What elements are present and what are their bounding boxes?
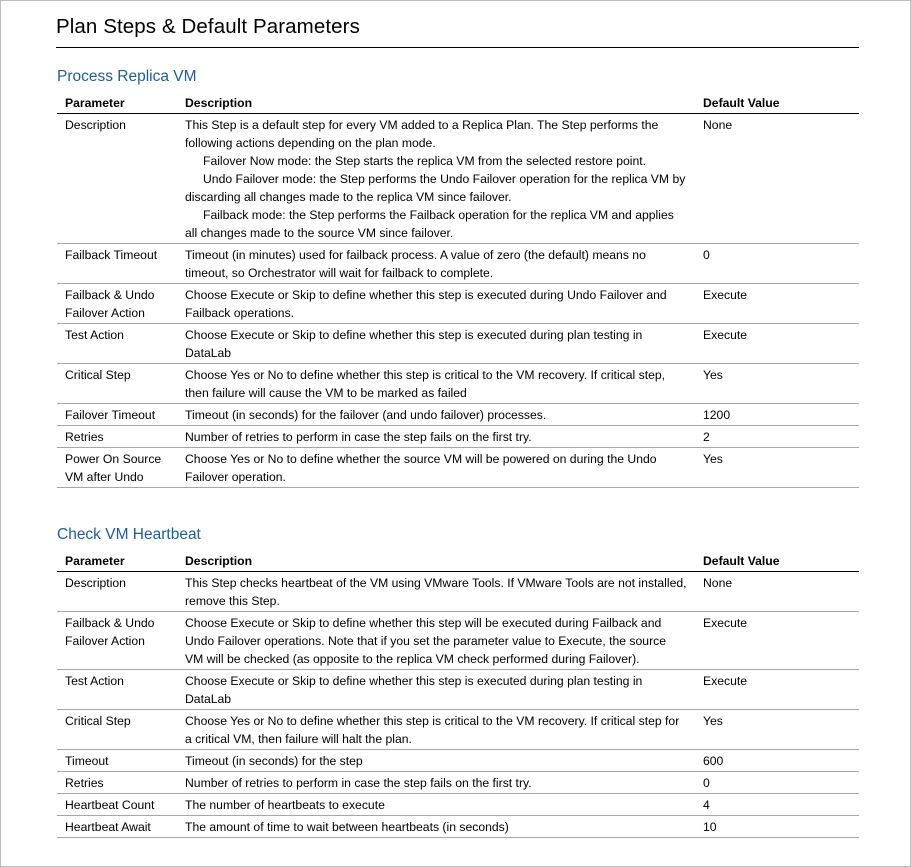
header-default-value: Default Value [695, 551, 859, 572]
param-default: 2 [695, 426, 859, 448]
page-title: Plan Steps & Default Parameters [56, 15, 360, 38]
param-description [177, 114, 695, 244]
table-row [57, 448, 859, 488]
param-name: Description [57, 114, 177, 244]
param-description: Choose Yes or No to define whether this step is critical to the VM recovery. If critical step for a critical VM, then failure will halt the plan. [177, 710, 695, 750]
param-name: Failback & Undo Failover Action [57, 284, 177, 324]
header-description: Description [177, 93, 695, 114]
param-default: 10 [695, 816, 859, 838]
param-name: Power On Source VM after Undo [57, 448, 177, 488]
param-default: 600 [695, 750, 859, 772]
table-row [57, 364, 859, 404]
table-row [57, 114, 859, 244]
header-parameter: Parameter [57, 551, 177, 572]
param-default: 0 [695, 244, 859, 284]
table-row [57, 794, 859, 816]
table-row [57, 572, 859, 612]
param-description: Timeout (in seconds) for the failover (and undo failover) processes. [177, 404, 695, 426]
section-title-process-replica-vm: Process Replica VM [57, 68, 197, 85]
param-description: Choose Execute or Skip to define whether this step is executed during Undo Failover and Failback operations. [177, 284, 695, 324]
param-name: Failback Timeout [57, 244, 177, 284]
header-default-value: Default Value [695, 93, 859, 114]
param-description-text: This Step is a default step for every VM added to a Replica Plan. The Step performs the following actions depending on the plan mode. [185, 118, 659, 150]
param-name: Failback & Undo Failover Action [57, 612, 177, 670]
param-description: Number of retries to perform in case the step fails on the first try. [177, 772, 695, 794]
param-name: Timeout [57, 750, 177, 772]
param-name: Test Action [57, 670, 177, 710]
mode-description-failover-now: Failover Now mode: the Step starts the replica VM from the selected restore point. [203, 154, 647, 168]
table-row [57, 772, 859, 794]
param-default: Execute [695, 324, 859, 364]
check-vm-heartbeat-table [57, 551, 859, 838]
table-header-row [57, 93, 859, 114]
header-description: Description [177, 551, 695, 572]
param-default: 0 [695, 772, 859, 794]
param-description: Choose Execute or Skip to define whether this step is executed during plan testing in DataLab [177, 324, 695, 364]
table-row [57, 324, 859, 364]
param-default: 4 [695, 794, 859, 816]
param-description: Timeout (in seconds) for the step [177, 750, 695, 772]
param-description: Timeout (in minutes) used for failback process. A value of zero (the default) means no timeout, so Orchestrator will wait for failback to complete. [177, 244, 695, 284]
param-description: Choose Execute or Skip to define whether this step will be executed during Failback and Undo Failover operations. Note that if you set the parameter value to Execute, the source VM will be checked (as opposite to the replica VM check performed during Failover). [177, 612, 695, 670]
param-description: The amount of time to wait between heartbeats (in seconds) [177, 816, 695, 838]
param-default: None [695, 114, 859, 244]
param-name: Retries [57, 426, 177, 448]
table-row [57, 244, 859, 284]
section-title-check-vm-heartbeat: Check VM Heartbeat [57, 526, 201, 543]
param-description: Choose Yes or No to define whether this step is critical to the VM recovery. If critical step, then failure will cause the VM to be marked as failed [177, 364, 695, 404]
param-default: Execute [695, 612, 859, 670]
param-name: Failover Timeout [57, 404, 177, 426]
mode-description-undo-failover: Undo Failover mode: the Step performs the Undo Failover operation for the replica VM by discarding all changes made to the replica VM since failover. [185, 172, 686, 204]
param-name: Retries [57, 772, 177, 794]
param-default: Yes [695, 448, 859, 488]
param-default: Yes [695, 364, 859, 404]
param-default: None [695, 572, 859, 612]
param-name: Description [57, 572, 177, 612]
mode-description-failback: Failback mode: the Step performs the Failback operation for the replica VM and applies all changes made to the source VM since failover. [185, 208, 674, 240]
header-parameter: Parameter [57, 93, 177, 114]
param-description: Number of retries to perform in case the step fails on the first try. [177, 426, 695, 448]
param-description: Choose Execute or Skip to define whether this step is executed during plan testing in DataLab [177, 670, 695, 710]
table-row [57, 816, 859, 838]
table-row [57, 404, 859, 426]
param-description: This Step checks heartbeat of the VM using VMware Tools. If VMware Tools are not installed, remove this Step. [177, 572, 695, 612]
table-header-row [57, 551, 859, 572]
param-default: Execute [695, 670, 859, 710]
table-row [57, 750, 859, 772]
param-name: Critical Step [57, 710, 177, 750]
param-name: Test Action [57, 324, 177, 364]
process-replica-vm-table [57, 93, 859, 488]
title-rule [56, 47, 859, 48]
param-description: Choose Yes or No to define whether the source VM will be powered on during the Undo Failover operation. [177, 448, 695, 488]
param-default: Execute [695, 284, 859, 324]
table-row [57, 710, 859, 750]
table-row [57, 284, 859, 324]
param-name: Heartbeat Count [57, 794, 177, 816]
param-name: Critical Step [57, 364, 177, 404]
param-description: The number of heartbeats to execute [177, 794, 695, 816]
param-name: Heartbeat Await [57, 816, 177, 838]
table-row [57, 612, 859, 670]
param-default: Yes [695, 710, 859, 750]
param-default: 1200 [695, 404, 859, 426]
table-row [57, 670, 859, 710]
table-row [57, 426, 859, 448]
